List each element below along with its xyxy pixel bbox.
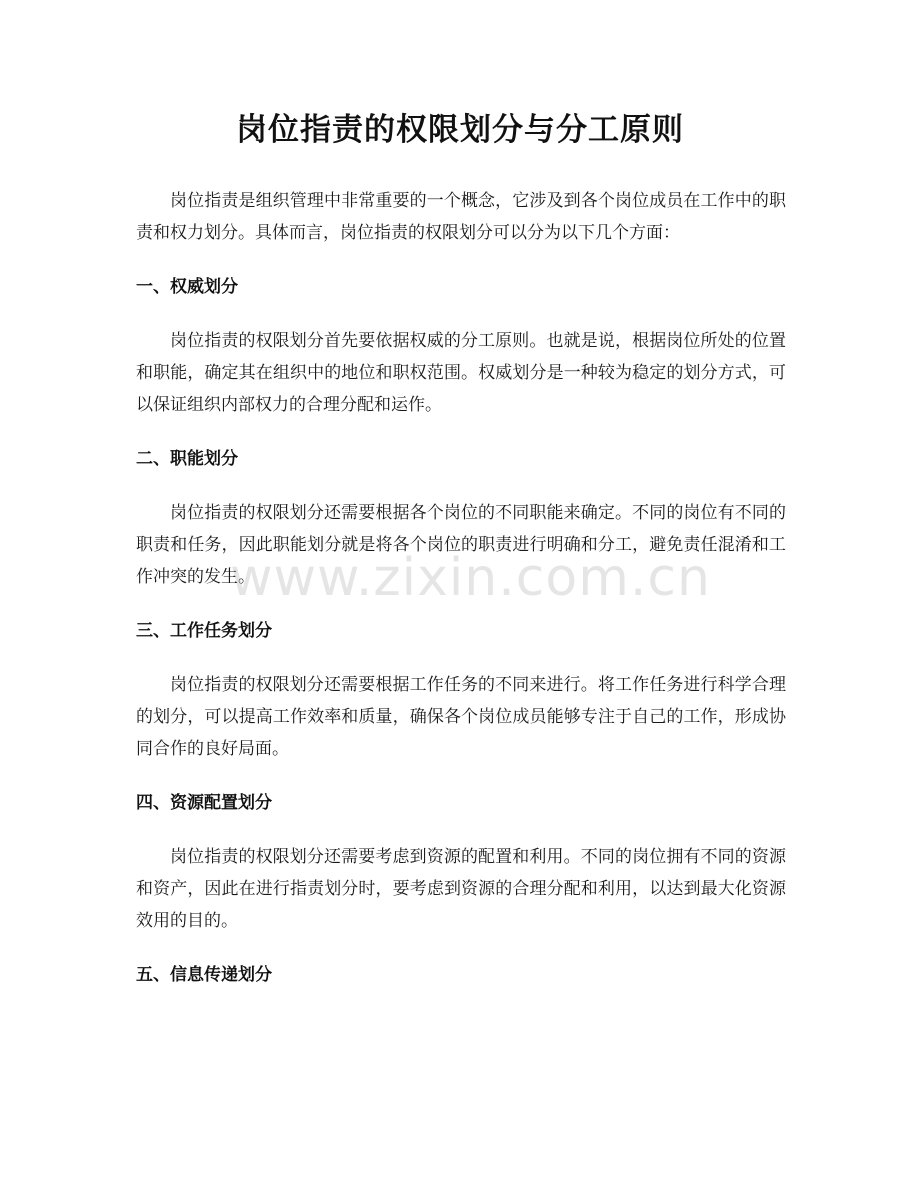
section-heading-1: 一、权威划分 xyxy=(136,277,238,297)
section-body-2: 岗位指责的权限划分还需要根据各个岗位的不同职能来确定。不同的岗位有不同的职责和任务，因此职能划分就是将各个岗位的职责进行明确和分工，避免责任混淆和工作冲突的发生。 xyxy=(136,503,786,587)
section-body-1: 岗位指责的权限划分首先要依据权威的分工原则。也就是说，根据岗位所处的位置和职能，确定其在组织中的地位和职权范围。权威划分是一种较为稳定的划分方式，可以保证组织内部权力的合理分配和运作。 xyxy=(136,331,786,415)
section-heading-3: 三、工作任务划分 xyxy=(136,621,272,641)
watermark: www.zixin.com.cn xyxy=(230,548,711,608)
section-body-3: 岗位指责的权限划分还需要根据工作任务的不同来进行。将工作任务进行科学合理的划分，可以提高工作效率和质量，确保各个岗位成员能够专注于自己的工作，形成协同合作的良好局面。 xyxy=(136,675,786,759)
document-content xyxy=(136,185,786,1013)
section-heading-4: 四、资源配置划分 xyxy=(136,793,272,813)
section-heading-2: 二、职能划分 xyxy=(136,449,238,469)
section-body-4: 岗位指责的权限划分还需要考虑到资源的配置和利用。不同的岗位拥有不同的资源和资产，因此在进行指责划分时，要考虑到资源的合理分配和利用，以达到最大化资源效用的目的。 xyxy=(136,847,786,931)
intro-paragraph: 岗位指责是组织管理中非常重要的一个概念，它涉及到各个岗位成员在工作中的职责和权力划分。具体而言，岗位指责的权限划分可以分为以下几个方面： xyxy=(136,191,786,243)
document-title: 岗位指责的权限划分与分工原则 xyxy=(236,112,684,148)
section-heading-5: 五、信息传递划分 xyxy=(136,965,272,985)
